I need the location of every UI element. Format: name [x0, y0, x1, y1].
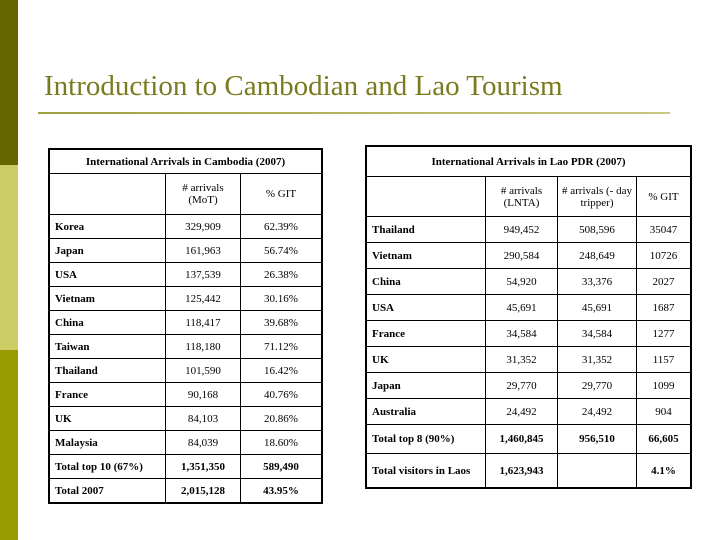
table-row [49, 431, 322, 455]
value-cell: 508,596 [558, 217, 637, 243]
country-cell: Japan [49, 239, 166, 263]
table-row [49, 455, 322, 479]
table-title: International Arrivals in Lao PDR (2007) [366, 146, 691, 177]
value-cell: 161,963 [166, 239, 241, 263]
table-row [49, 407, 322, 431]
value-cell: 24,492 [558, 399, 637, 425]
value-cell: 29,770 [558, 373, 637, 399]
value-cell: 62.39% [241, 215, 323, 239]
lao-arrivals-table [365, 145, 692, 489]
header-cell: # arrivals (LNTA) [486, 177, 558, 217]
country-cell: UK [49, 407, 166, 431]
value-cell: 949,452 [486, 217, 558, 243]
sidebar-accent-mid [0, 350, 18, 540]
value-cell: 30.16% [241, 287, 323, 311]
table-row [366, 347, 691, 373]
country-cell: Taiwan [49, 335, 166, 359]
value-cell: 10726 [637, 243, 692, 269]
value-cell: 66,605 [637, 425, 692, 454]
value-cell: 31,352 [558, 347, 637, 373]
value-cell: 248,649 [558, 243, 637, 269]
header-cell [49, 174, 166, 215]
value-cell: 90,168 [166, 383, 241, 407]
value-cell: 20.86% [241, 407, 323, 431]
table-row [49, 479, 322, 504]
country-cell: Thailand [366, 217, 486, 243]
table-row [366, 321, 691, 347]
value-cell: 43.95% [241, 479, 323, 504]
value-cell: 40.76% [241, 383, 323, 407]
value-cell: 1687 [637, 295, 692, 321]
table-row [366, 295, 691, 321]
header-cell: # arrivals (- day tripper) [558, 177, 637, 217]
table-row [366, 269, 691, 295]
value-cell: 45,691 [486, 295, 558, 321]
country-cell: China [49, 311, 166, 335]
country-cell: France [366, 321, 486, 347]
value-cell: 34,584 [558, 321, 637, 347]
value-cell: 29,770 [486, 373, 558, 399]
value-cell: 101,590 [166, 359, 241, 383]
value-cell: 84,103 [166, 407, 241, 431]
value-cell: 1,460,845 [486, 425, 558, 454]
country-cell: France [49, 383, 166, 407]
table-row [49, 263, 322, 287]
table-row [366, 425, 691, 454]
country-cell: Vietnam [366, 243, 486, 269]
sidebar-accent-light [0, 165, 18, 350]
value-cell: 1277 [637, 321, 692, 347]
country-cell: USA [49, 263, 166, 287]
value-cell: 956,510 [558, 425, 637, 454]
country-cell: China [366, 269, 486, 295]
sidebar-accent-dark [0, 0, 18, 165]
value-cell: 34,584 [486, 321, 558, 347]
title-underline [38, 112, 670, 114]
value-cell: 1157 [637, 347, 692, 373]
table-row [49, 239, 322, 263]
value-cell: 4.1% [637, 454, 692, 489]
value-cell: 84,039 [166, 431, 241, 455]
country-cell: Total top 10 (67%) [49, 455, 166, 479]
value-cell: 56.74% [241, 239, 323, 263]
table-row [49, 359, 322, 383]
header-cell: % GIT [241, 174, 323, 215]
value-cell: 137,539 [166, 263, 241, 287]
table-row [49, 335, 322, 359]
table-title: International Arrivals in Cambodia (2007) [49, 149, 322, 174]
country-cell: USA [366, 295, 486, 321]
country-cell: Malaysia [49, 431, 166, 455]
value-cell: 71.12% [241, 335, 323, 359]
value-cell: 589,490 [241, 455, 323, 479]
country-cell: Japan [366, 373, 486, 399]
table-row [366, 399, 691, 425]
table-row [49, 215, 322, 239]
value-cell: 2,015,128 [166, 479, 241, 504]
value-cell: 16.42% [241, 359, 323, 383]
table-row [49, 383, 322, 407]
table-row [366, 454, 691, 489]
value-cell: 35047 [637, 217, 692, 243]
country-cell: Total top 8 (90%) [366, 425, 486, 454]
table-row [49, 287, 322, 311]
header-cell: # arrivals (MoT) [166, 174, 241, 215]
value-cell: 2027 [637, 269, 692, 295]
value-cell: 54,920 [486, 269, 558, 295]
value-cell: 125,442 [166, 287, 241, 311]
country-cell: Thailand [49, 359, 166, 383]
country-cell: Australia [366, 399, 486, 425]
value-cell: 18.60% [241, 431, 323, 455]
value-cell: 329,909 [166, 215, 241, 239]
country-cell: Korea [49, 215, 166, 239]
table-row [49, 311, 322, 335]
value-cell: 118,180 [166, 335, 241, 359]
value-cell: 1,623,943 [486, 454, 558, 489]
country-cell: Total visitors in Laos [366, 454, 486, 489]
header-cell [366, 177, 486, 217]
country-cell: UK [366, 347, 486, 373]
value-cell: 45,691 [558, 295, 637, 321]
value-cell: 31,352 [486, 347, 558, 373]
table-row [366, 217, 691, 243]
header-cell: % GIT [637, 177, 692, 217]
value-cell: 24,492 [486, 399, 558, 425]
value-cell: 1,351,350 [166, 455, 241, 479]
value-cell: 33,376 [558, 269, 637, 295]
value-cell: 290,584 [486, 243, 558, 269]
value-cell [558, 454, 637, 489]
country-cell: Total 2007 [49, 479, 166, 504]
value-cell: 39.68% [241, 311, 323, 335]
table-row [366, 373, 691, 399]
value-cell: 26.38% [241, 263, 323, 287]
cambodia-arrivals-table [48, 148, 323, 504]
value-cell: 118,417 [166, 311, 241, 335]
table-row [366, 243, 691, 269]
value-cell: 1099 [637, 373, 692, 399]
slide-title: Introduction to Cambodian and Lao Tourism [44, 70, 563, 102]
value-cell: 904 [637, 399, 692, 425]
country-cell: Vietnam [49, 287, 166, 311]
